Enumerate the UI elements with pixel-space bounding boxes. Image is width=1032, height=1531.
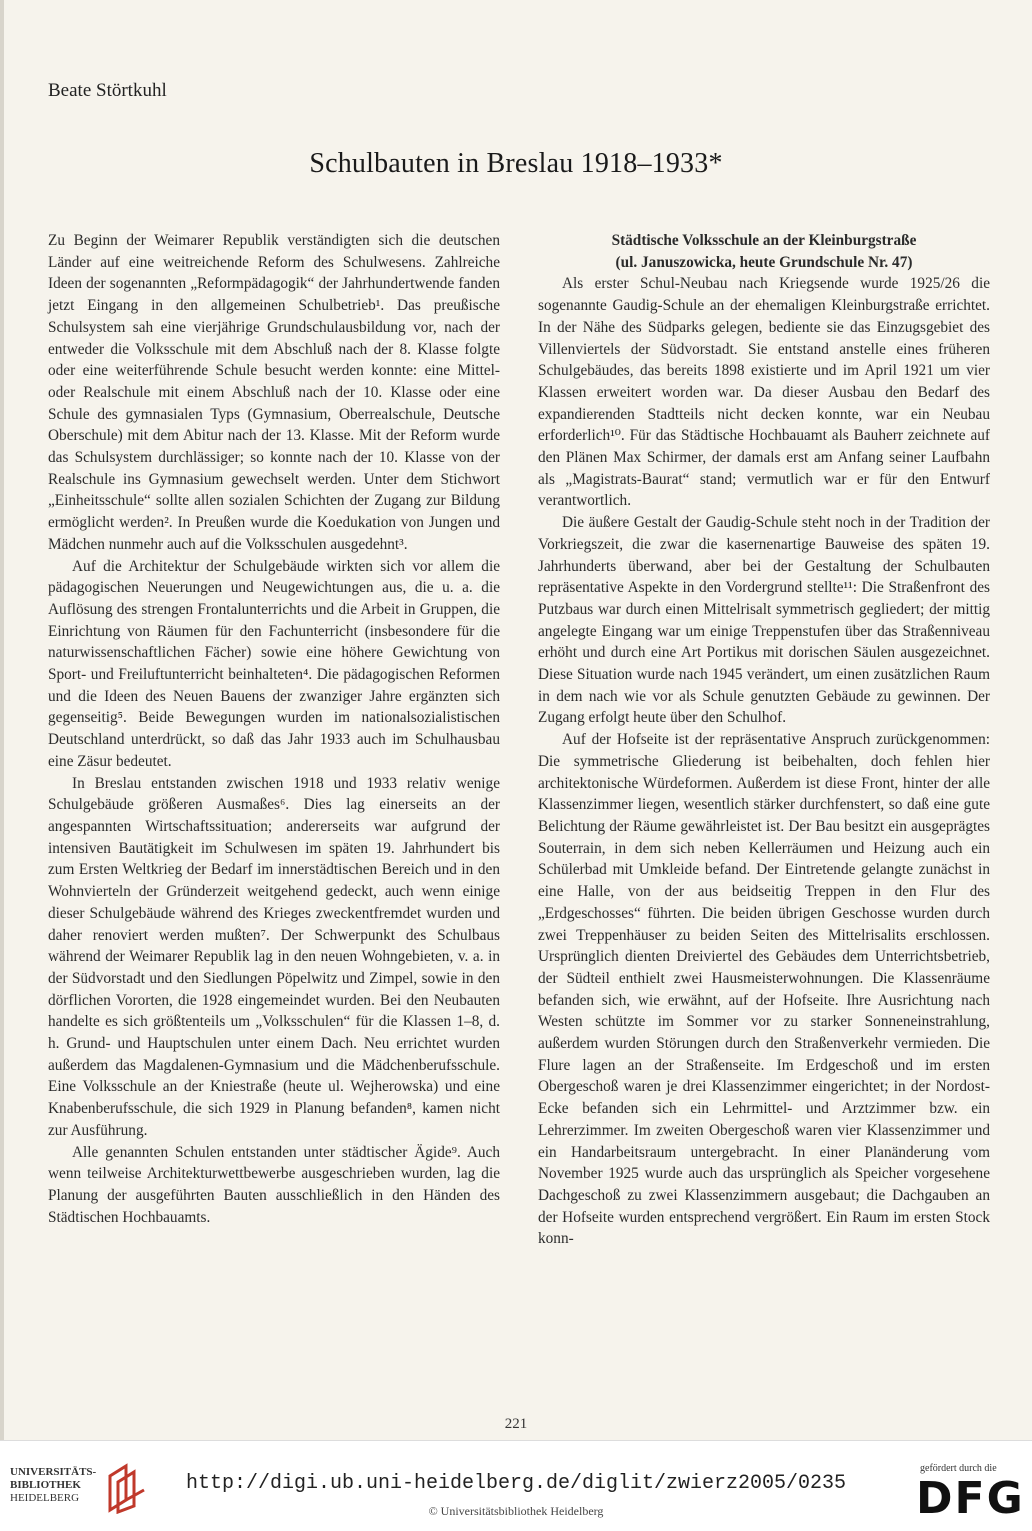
library-name-line: HEIDELBERG	[10, 1492, 80, 1504]
paragraph: Als erster Schul-Neubau nach Kriegsende wurde 1925/26 die sogenannte Gaudig-Schule an der ehemaligen Kleinburgstraße errichtet. In der Nähe des Südparks gelegen, bediente sie das Einzugsgebiet des Villenviertels der Südvorstadt. Sie entstand anstelle eines früheren Schulgebäudes, das bereits 1898 existierte und im April 1921 um vier Klassen erweitert worden war. Da dieser Ausbau den Bedarf des expandierenden Stadtteils nicht decken konnte, war ein Neubau erforderlich¹⁰. Für das Städtische Hochbauamt als Bauherr zeichnete auf den Plänen Max Schirmer, der damals erst am Anfang seiner Laufbahn als „Magistrats-Baurat“ stand; vermutlich war er für den Entwurf verantwortlich.	[538, 275, 990, 510]
paragraph: Alle genannten Schulen entstanden unter städtischer Ägide⁹. Auch wenn teilweise Architekturwettbewerbe ausgeschrieben wurden, lag die Planung der ausgeführten Bauten ausschließlich in den Händen des Städtischen Hochbauamts.	[48, 1143, 500, 1226]
dfg-logo[interactable]: DFG	[916, 1473, 1025, 1524]
library-name-line: UNIVERSITÄTS-	[10, 1466, 97, 1478]
paragraph: Die äußere Gestalt der Gaudig-Schule steht noch in der Tradition der Vorkriegszeit, die zwar die kasernenartige Bauweise des späten 19. Jahrhunderts überwand, aber bei der Gestaltung der Schulbauten repräsentative Aspekte in den Vordergrund stellte¹¹: Die Straßenfront des Putzbaus war durch einen Mittelrisalt symmetrisch gegliedert; der mittig angelegte Eingang war um einige Treppenstufen über das Straßenniveau erhöht und durch eine Art Portikus mit dorischen Säulen ausgezeichnet. Diese Situation wurde nach 1945 verändert, um einen zusätzlichen Raum in dem nach wie vor als Schule genutzten Gebäude zu gewinnen. Der Zugang erfolgt heute über den Schulhof.	[538, 514, 990, 727]
page-number: 221	[504, 1416, 528, 1432]
funding-label: gefördert durch die	[920, 1463, 997, 1474]
section-subheading: (ul. Januszowicka, heute Grundschule Nr. 47)	[615, 253, 913, 271]
paragraph: Auf die Architektur der Schulgebäude wirkten sich vor allem die pädagogischen Neuerungen und Neugewichtungen aus, die u. a. die Auflösung des strengen Frontalunterrichts und die Arbeit in Gruppen, die Einrichtung von Räumen für den Fachunterricht (insbesondere für die naturwissenschaftlichen Fächer) sowie eine höhere Gewichtung von Sport- und Freiluftunterricht beinhalteten⁴. Die pädagogischen Reformen und die Ideen des Neuen Bauens der zwanziger Jahre ergänzten sich gegenseitig⁵. Beide Bewegungen wurden im nationalsozialistischen Deutschland unterdrückt, so daß das Jahr 1933 auch im Schulhausbau eine Zäsur bedeutet.	[48, 557, 500, 770]
permalink-url[interactable]: http://digi.ub.uni-heidelberg.de/diglit/zwierz2005/0235	[185, 1472, 847, 1495]
paragraph: Auf der Hofseite ist der repräsentative Anspruch zurückgenommen: Die symmetrische Gliederung ist beibehalten, doch fehlen hier architektonische Würdeformen. Außerdem ist diese Front, hinter der alle Klassenzimmer liegen, wesentlich stärker durchfenstert, so daß eine gute Belichtung der Räume gewährleistet ist. Der Bau besitzt ein ausgeprägtes Souterrain, in dem sich neben Kellerräumen und Heizung auch ein Schülerbad mit Umkleide befand. Der Eintretende gelangte zunächst in eine Halle, von der aus beidseitig Treppen in den Flur des „Erdgeschosses“ führten. Die beiden übrigen Geschosse wurden durch zwei Treppenhäuser zu beiden Seiten des Mittelrisalits erschlossen. Ursprünglich dienten Dreiviertel des Gebäudes dem Unterrichtsbetrieb, der Südteil enthielt zwei Hausmeisterwohnungen. Die Klassenräume befanden sich, wie erwähnt, auf der Hofseite. Ihre Ausrichtung nach Westen schützte im Sommer vor zu starker Sonneneinstrahlung, außerdem wurden Störungen durch den Straßenverkehr vermieden. Die Flure lagen an der Straßenseite. Im Erdgeschoß und im ersten Obergeschoß waren je drei Klassenzimmer eingerichtet; in der Nordost-Ecke befanden sich ein Lehrmittel- und Arztzimmer bzw. ein Lehrerzimmer. Im zweiten Obergeschoß waren vier Klassenzimmer und ein Handarbeitsraum untergebracht. In einer Planänderung vom November 1925 wurde auch das ursprünglich als Speicher vorgesehene Dachgeschoß zu zwei Klassenzimmern ausgebaut; die Dachgauben an der Hofseite wurden entsprechend vergrößert. Ein Raum im ersten Stock konn-	[538, 731, 990, 1248]
copyright-notice: © Universitätsbibliothek Heidelberg	[428, 1504, 604, 1518]
library-name-line: BIBLIOTHEK	[10, 1479, 81, 1491]
section-heading: Städtische Volksschule an der Kleinburgstraße	[611, 232, 917, 249]
right-column	[538, 230, 990, 1250]
left-column	[48, 230, 500, 1228]
paragraph: In Breslau entstanden zwischen 1918 und 1933 relativ wenige Schulgebäude größeren Ausmaßes⁶. Dies lag einerseits an der angespannten Wirtschaftssituation; andererseits war aufgrund der intensiven Bautätigkeit im Schulwesen im späten 19. Jahrhundert bis zum Ersten Weltkrieg der Bedarf im innerstädtischen Bereich und in den Wohnvierteln der Gründerzeit weitgehend gedeckt, auch wenn einige dieser Schulgebäude während des Krieges zweckentfremdet wurden und daher renoviert werden mußten⁷. Der Schwerpunkt des Schulbaus während der Weimarer Republik lag in den neuen Wohngebieten, v. a. in der Südvorstadt und den Siedlungen Pöpelwitz und Zimpel, sowie in den dörflichen Vororten, die 1928 eingemeindet wurden. Bei den Neubauten handelte es sich größtenteils um „Volksschulen“ für die Klassen 1–8, d. h. Grund- und Hauptschulen unter einem Dach. Neu errichtet wurden außerdem das Magdalenen-Gymnasium und die Mädchenberufsschule. Eine Volksschule an der Kniestraße (heute ul. Wejherowska) und eine Knabenberufsschule, die sich 1929 in Planung befanden⁸, kamen nicht zur Ausführung.	[48, 774, 500, 1139]
page-edge	[0, 0, 4, 1440]
article-title: Schulbauten in Breslau 1918–1933*	[309, 148, 723, 179]
paragraph: Zu Beginn der Weimarer Republik verständigten sich die deutschen Länder auf eine weitreichende Reform des Schulwesens. Zahlreiche Ideen der sogenannten „Reformpädagogik“ der Jahrhundertwende fanden jetzt Eingang in den allgemeinen Schulbetrieb¹. Das preußische Schulsystem sah eine vierjährige Grundschulausbildung vor, nach der entweder die Volksschule mit dem Abschluß nach der 8. Klasse folgte oder eine weiterführende Schule besucht werden konnte: eine Mittel- oder Realschule mit einem Abschluß nach der 10. Klasse oder eine Schule des gymnasialen Typs (Gymnasium, Oberrealschule, Deutsche Oberschule) mit dem Abitur nach der 13. Klasse. Mit der Reform wurde das Schulsystem durchlässiger; so konnte nach der 10. Klasse von der Realschule ins Gymnasium gewechselt werden. Unter dem Stichwort „Einheitsschule“ sollte allen sozialen Schichten der Zugang zur Bildung ermöglicht werden². In Preußen wurde die Koedukation von Jungen und Mädchen nunmehr auch auf die Volksschulen ausgedehnt³.	[48, 232, 500, 553]
running-header-author: Beate Störtkuhl	[48, 80, 167, 101]
